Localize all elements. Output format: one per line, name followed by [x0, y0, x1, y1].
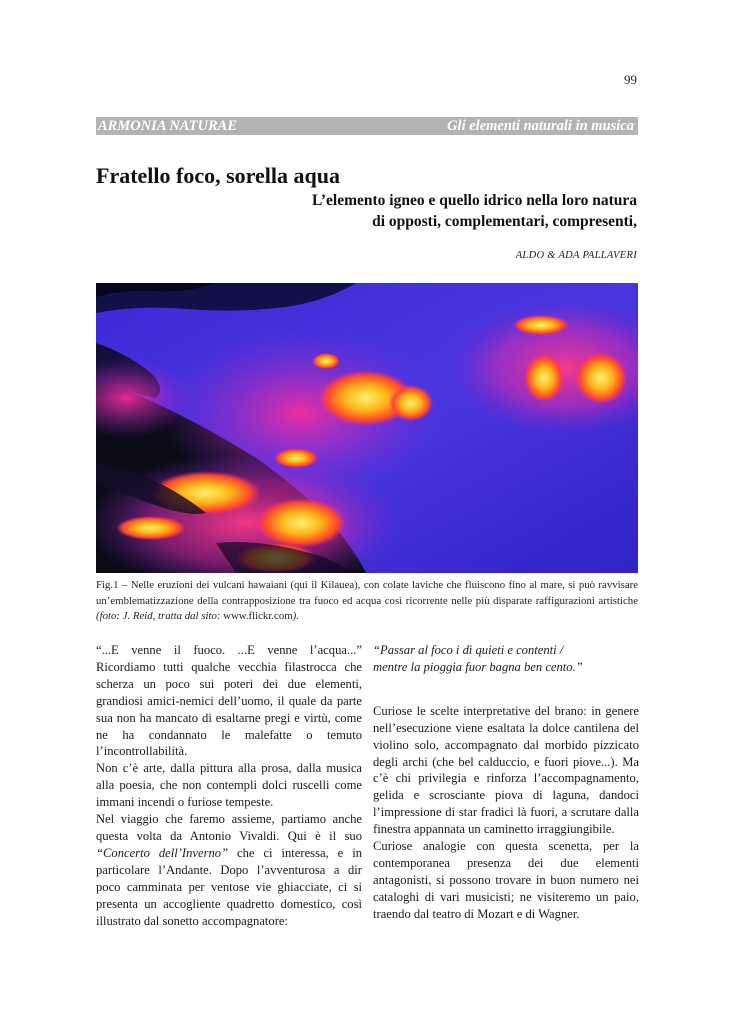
figure-caption — [96, 578, 638, 625]
article-subtitle — [197, 190, 637, 232]
photo-credit: (foto: J. Reid, tratta dal sito: — [96, 610, 224, 622]
subtitle-line-2: di opposti, complementari, compresenti, — [372, 213, 637, 230]
credit-end: ). — [292, 610, 299, 622]
caption-text: Fig.1 – Nelle eruzioni dei vulcani hawaiani (qui il Kilauea), con colate laviche che fluiscono fino al mare, si può ravvisare un’emblematizzazione della contrapposizione tra fuoco ed acqua così ricorrente nelle più disparate raffigurazioni artistiche — [96, 579, 638, 607]
paragraph: “...E venne il fuoco. ...E venne l’acqua...” Ricordiamo tutti qualche vecchia filastrocca che scherza un poco sui poteri dei due elementi, grandiosi amici-nemici dell’uomo, il quale da parte sua non ha mancato di esaltarne pregi e virtù, come ne ha condannato le malefatte o temuto l’incontrollabilità. — [96, 643, 362, 759]
concerto-title: “Concerto dell’Inverno” — [96, 845, 229, 860]
paragraph: Curiose le scelte interpretative del brano: in genere nell’esecuzione viene esaltata la dolce cantilena del violino solo, accompagnato dal morbido pizzicato degli archi (che bel calduccio, e fuori piove...). Ma c’è chi privilegia e rinforza l’accompagnamento, gelida e scrosciante piova di laguna, dandoci l’impressione di star fradici là fuori, a scrutare dalla finestra appannata un caminetto irraggiungibile. — [373, 703, 639, 837]
paragraph: Curiose analogie con questa scenetta, per la contemporanea presenza dei due elementi antagonisti, si possono trovare in buon numero nei cataloghi di vari musicisti; ne visiteremo un paio, traendo dal teatro di Mozart e di Wagner. — [373, 839, 639, 921]
poem-line-2: mentre la pioggia fuor bagna ben cento.” — [373, 659, 583, 674]
paragraph-text: Nel viaggio che faremo assieme, partiamo anche questa volta da Antonio Vivaldi. Qui è il suo — [96, 812, 362, 843]
poem-line-1: “Passar al foco i dì quieti e contenti / — [373, 643, 564, 657]
credit-site: www.flickr.com — [223, 610, 293, 622]
paragraph-text: che ci interessa, e in particolare l’Andante. Dopo l’avventurosa a dir poco camminata per ventose vie ghiacciate, ci si presenta un accogliente quadretto domestico, così illustrato dal sonetto accompagnatore: — [96, 845, 362, 928]
paragraph: Non c’è arte, dalla pittura alla prosa, dalla musica alla poesia, che non contempli dolci ruscelli come immani incendi o furiose tempeste. — [96, 761, 362, 810]
subtitle-line-1: L’elemento igneo e quello idrico nella loro natura — [311, 192, 637, 209]
page-number: 99 — [624, 72, 637, 87]
section-name: ARMONIA NATURAE — [98, 117, 238, 134]
right-column — [373, 642, 639, 923]
section-topic: Gli elementi naturali in musica — [447, 117, 634, 134]
sonnet-quote — [373, 642, 639, 676]
article-author: ALDO & ADA PALLAVERI — [515, 250, 637, 261]
paragraph — [96, 811, 362, 929]
left-column — [96, 642, 362, 929]
section-band — [96, 117, 638, 135]
lava-flowing-into-sea-photo — [96, 283, 638, 573]
article-title: Fratello foco, sorella aqua — [96, 163, 340, 188]
